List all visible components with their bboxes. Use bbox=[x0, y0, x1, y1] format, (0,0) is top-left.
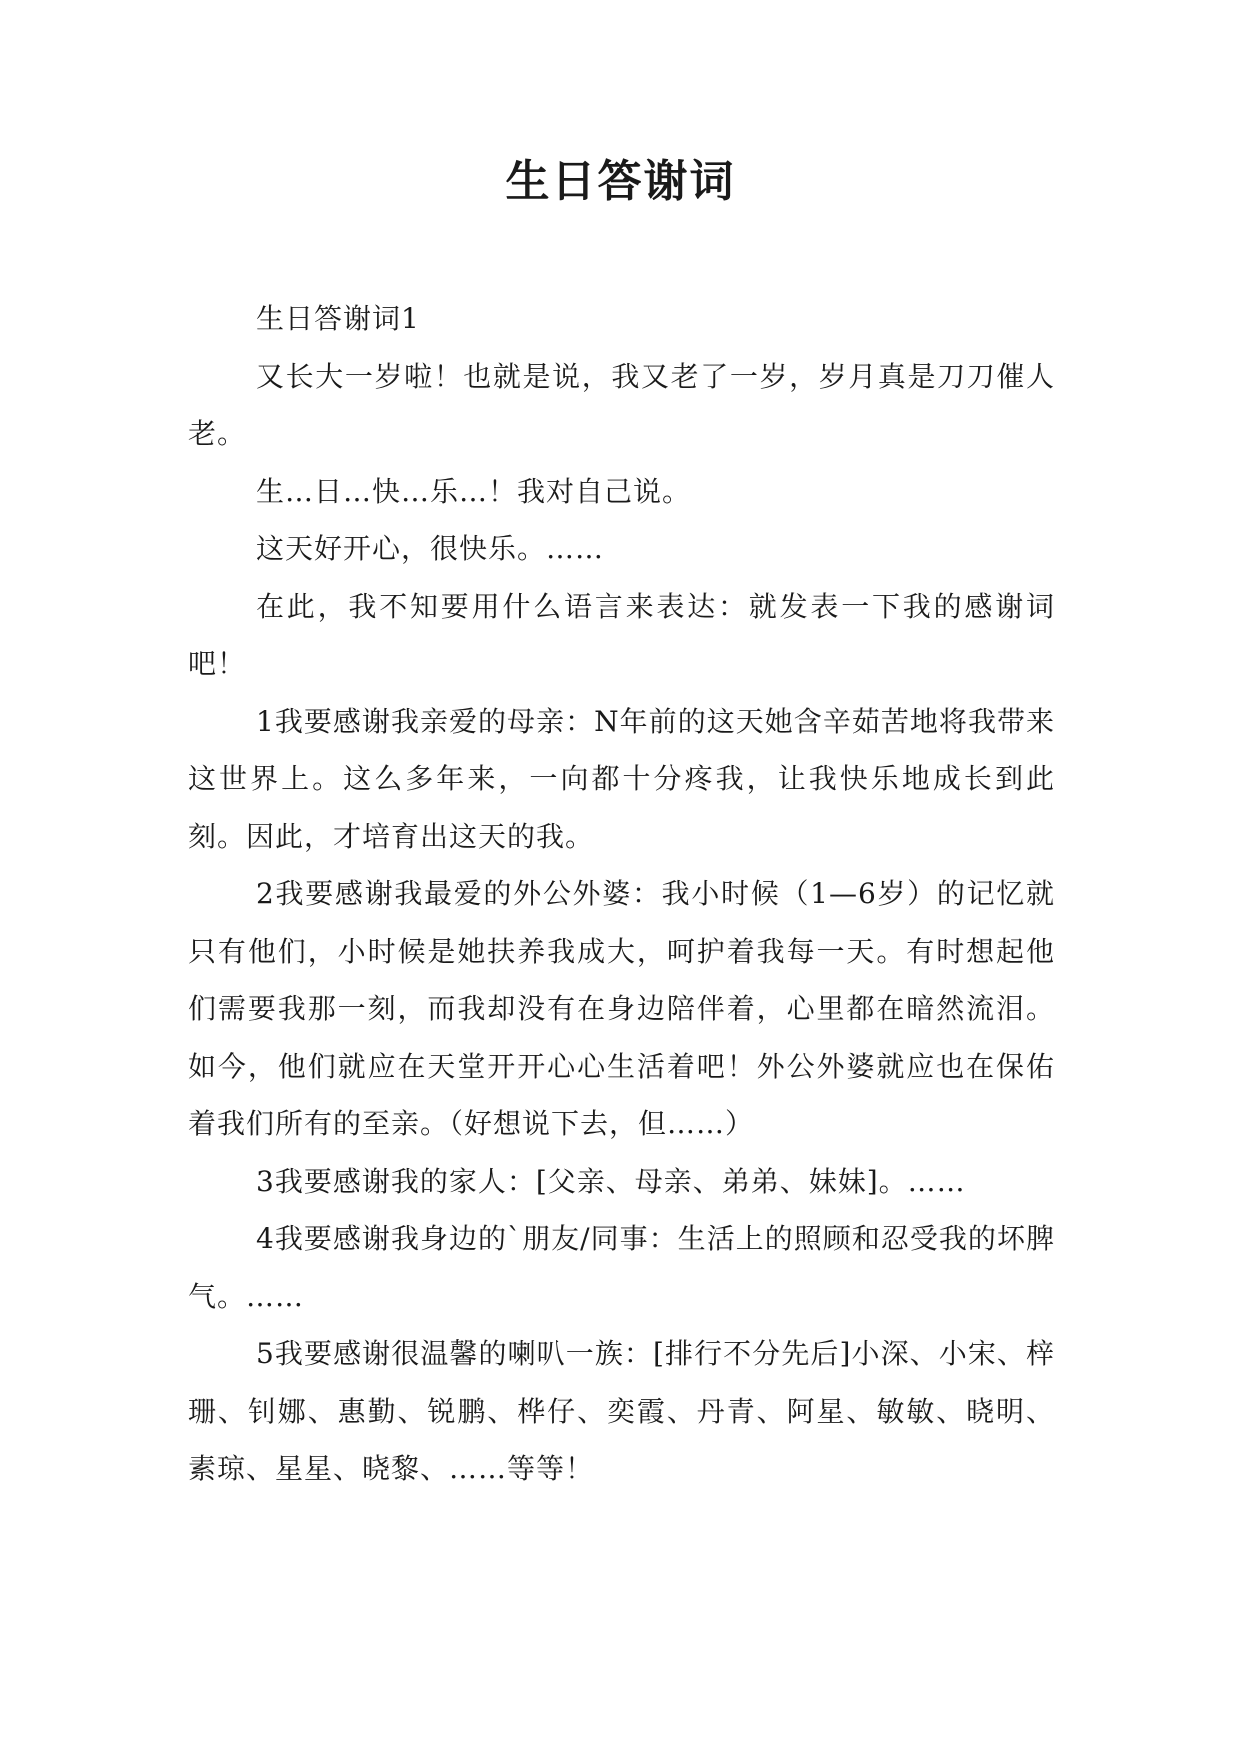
paragraph: 3我要感谢我的家人：[父亲、母亲、弟弟、妹妹]。…… bbox=[256, 1164, 966, 1198]
paragraph: 生…日…快…乐…！我对自己说。 bbox=[256, 474, 692, 508]
paragraph: 1我要感谢我亲爱的母亲：N年前的这天她含辛茹苦地将我带来这世界上。这么多年来，一向都十分疼我，让我快乐地成长到此刻。因此，才培育出这天的我。 bbox=[188, 704, 1055, 853]
paragraph: 在此，我不知要用什么语言来表达：就发表一下我的感谢词吧！ bbox=[188, 589, 1055, 680]
paragraph: 5我要感谢很温馨的喇叭一族：[排行不分先后]小深、小宋、梓珊、钊娜、惠勤、锐鹏、桦仔、奕霞、丹青、阿星、敏敏、晓明、素琼、星星、晓黎、……等等！ bbox=[188, 1337, 1055, 1485]
paragraph: 这天好开心，很快乐。…… bbox=[256, 532, 605, 565]
paragraph: 又长大一岁啦！也就是说，我又老了一岁，岁月真是刀刀催人老。 bbox=[188, 359, 1055, 450]
paragraph: 2我要感谢我最爱的外公外婆：我小时候（1—6岁）的记忆就只有他们，小时候是她扶养我成大，呵护着我每一天。有时想起他们需要我那一刻，而我却没有在身边陪伴着，心里都在暗然流泪。如今，他们就应在天堂开开心心生活着吧！外公外婆就应也在保佑着我们所有的至亲。（好想说下去，但……） bbox=[188, 877, 1055, 1140]
paragraph: 4我要感谢我身边的`朋友/同事：生活上的照顾和忍受我的坏脾气。…… bbox=[188, 1222, 1055, 1313]
document-title: 生日答谢词 bbox=[505, 156, 736, 207]
document-body bbox=[188, 290, 1055, 1498]
section-heading: 生日答谢词1 bbox=[256, 302, 420, 335]
